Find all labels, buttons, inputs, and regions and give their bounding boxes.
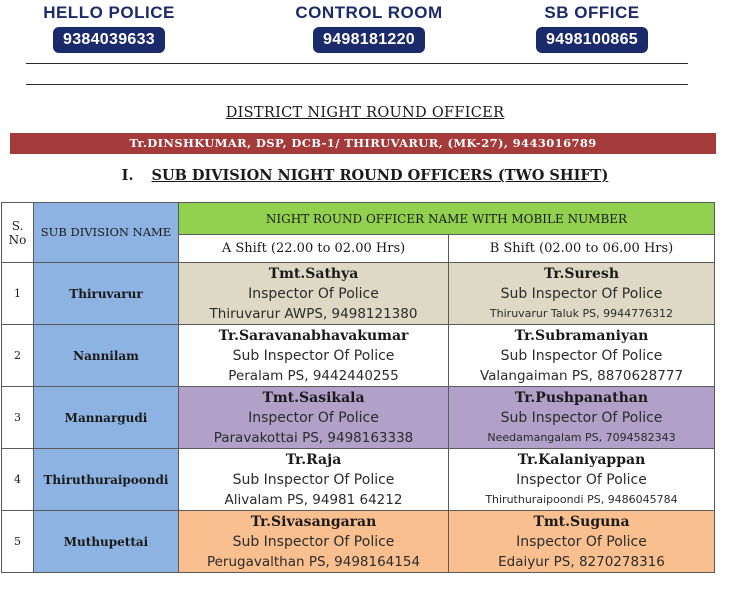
row-sub-division: Nannilam [34,325,179,387]
shift-b-officer [449,449,715,511]
officer-name: Tmt.Sasikala [262,389,365,406]
row-sub-division: Mannargudi [34,387,179,449]
sb-office-number: 9498100865 [536,27,648,53]
officer-name: Tr.Suresh [544,265,619,282]
control-room-contact [272,3,466,53]
officer-rank: Inspector Of Police [248,285,379,302]
shift-b-officer [449,511,715,573]
section-heading [0,167,730,184]
shift-b-officer [449,325,715,387]
header-shift-b: B Shift (02.00 to 06.00 Hrs) [449,235,715,263]
shift-a-officer [179,511,449,573]
officer-station: Needamangalam PS, 7094582343 [487,430,676,444]
hello-police-contact [26,3,192,53]
header-sub-division: SUB DIVISION NAME [34,203,179,263]
district-officer-bar: Tr.DINSHKUMAR, DSP, DCB-1/ THIRUVARUR, (MK-27), 9443016789 [10,133,716,154]
header-shift-a: A Shift (22.00 to 02.00 Hrs) [179,235,449,263]
row-sno: 1 [2,263,34,325]
divider-top [26,63,688,64]
emergency-contacts [0,0,730,62]
section-title-text: SUB DIVISION NIGHT ROUND OFFICERS (TWO SHIFT) [151,167,609,184]
divider-bottom [26,84,688,85]
row-sno: 4 [2,449,34,511]
officer-station: Perugavalthan PS, 9498164154 [206,553,421,570]
row-sub-division: Thiruthuraipoondi [34,449,179,511]
officer-rank: Sub Inspector Of Police [232,471,395,488]
officer-station: Edaiyur PS, 8270278316 [498,553,665,570]
shift-b-officer [449,387,715,449]
row-sno: 5 [2,511,34,573]
hello-police-number: 9384039633 [53,27,165,53]
sb-office-label: SB OFFICE [544,3,640,22]
officer-station: Valangaiman PS, 8870628777 [479,367,684,384]
table-row [2,511,715,573]
officer-rank: Inspector Of Police [516,471,647,488]
row-sno: 2 [2,325,34,387]
officer-rank: Sub Inspector Of Police [232,533,395,550]
header-night-round: NIGHT ROUND OFFICER NAME WITH MOBILE NUMBER [179,203,715,235]
table-row [2,263,715,325]
officer-rank: Sub Inspector Of Police [500,285,663,302]
shift-a-officer [179,325,449,387]
officer-name: Tmt.Suguna [533,513,630,530]
officer-station: Alivalam PS, 94981 64212 [224,491,403,508]
officer-name: Tr.Kalaniyappan [517,451,646,468]
table-row [2,387,715,449]
officer-station: Thiruvarur AWPS, 9498121380 [209,305,418,322]
table-row [2,449,715,511]
shift-a-officer [179,263,449,325]
sb-office-contact [514,3,670,53]
table-row [2,325,715,387]
night-round-table [1,202,715,573]
officer-name: Tr.Raja [285,451,342,468]
officer-name: Tmt.Sathya [268,265,359,282]
header-sno: S. No [2,203,34,263]
row-sno: 3 [2,387,34,449]
control-room-label: CONTROL ROOM [295,3,443,22]
officer-station: Thiruvarur Taluk PS, 9944776312 [489,306,674,320]
officer-rank: Sub Inspector Of Police [232,347,395,364]
officer-station: Thiruthuraipoondi PS, 9486045784 [485,492,678,506]
officer-rank: Inspector Of Police [248,409,379,426]
shift-a-officer [179,387,449,449]
control-room-number: 9498181220 [313,27,425,53]
officer-rank: Inspector Of Police [516,533,647,550]
section-numeral: I. [121,167,134,184]
row-sub-division: Thiruvarur [34,263,179,325]
officer-station: Peralam PS, 9442440255 [228,367,399,384]
officer-station: Paravakottai PS, 9498163338 [213,429,414,446]
officer-rank: Sub Inspector Of Police [500,409,663,426]
district-title: DISTRICT NIGHT ROUND OFFICER [225,105,505,121]
officer-name: Tr.Saravanabhavakumar [218,327,409,344]
officer-name: Tr.Pushpanathan [514,389,649,406]
officer-name: Tr.Sivasangaran [250,513,377,530]
officer-name: Tr.Subramaniyan [514,327,649,344]
hello-police-label: HELLO POLICE [43,3,175,22]
row-sub-division: Muthupettai [34,511,179,573]
officer-rank: Sub Inspector Of Police [500,347,663,364]
shift-b-officer [449,263,715,325]
shift-a-officer [179,449,449,511]
